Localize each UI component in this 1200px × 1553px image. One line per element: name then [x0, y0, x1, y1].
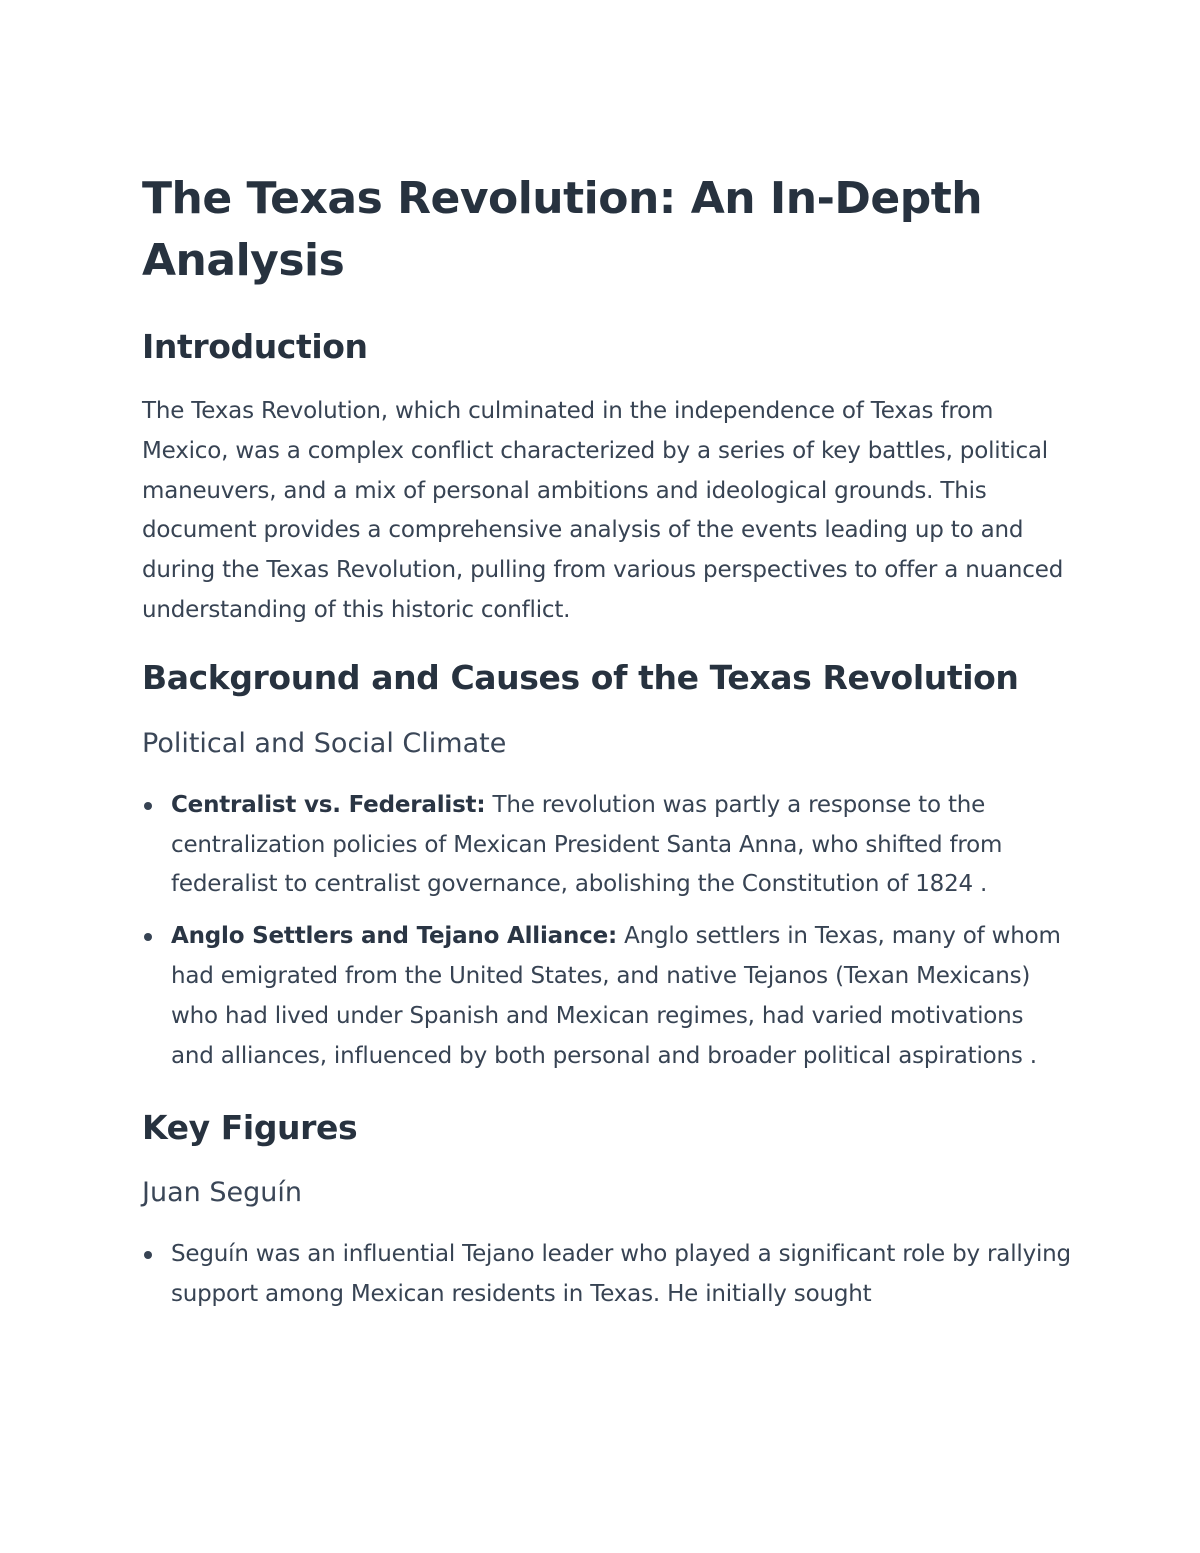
list-item-text: Seguín was an influential Tejano leader who played a significant role by rallying support among Mexican residents in Texas. He initially sought: [171, 1241, 1071, 1308]
political-climate-list: [142, 786, 1072, 1077]
list-item: [142, 786, 1072, 905]
list-item: [142, 1235, 1072, 1315]
list-item-text: The revolution was partly a response to the centralization policies of Mexican President Santa Anna, who shifted from federalist to centralist governance, abolishing the Constitution of 1824 .: [171, 791, 1003, 898]
section-heading-introduction: Introduction: [142, 327, 368, 366]
section-heading-background: Background and Causes of the Texas Revolution: [142, 657, 1019, 697]
bullet-icon: [144, 1251, 152, 1259]
document-title: The Texas Revolution: An In-Depth Analysis: [142, 173, 983, 286]
list-item-term: Anglo Settlers and Tejano Alliance:: [171, 923, 617, 950]
bullet-icon: [144, 933, 152, 941]
list-item-text: Anglo settlers in Texas, many of whom had emigrated from the United States, and native Tejanos (Texan Mexicans) who had lived under Spanish and Mexican regimes, had varied motivations and alliances, influenced by both personal and broader political aspirations .: [171, 923, 1061, 1069]
subheading-political-social-climate: Political and Social Climate: [142, 727, 507, 759]
bullet-icon: [144, 802, 152, 810]
introduction-paragraph: The Texas Revolution, which culminated in the independence of Texas from Mexico, was a complex conflict characterized by a series of key battles, political maneuvers, and a mix of personal ambitions and ideological grounds. This document provides a comprehensive analysis of the events leading up to and during the Texas Revolution, pulling from various perspectives to offer a nuanced understanding of this historic conflict.: [142, 398, 1064, 623]
list-item-term: Centralist vs. Federalist:: [171, 791, 486, 818]
section-heading-key-figures: Key Figures: [142, 1108, 358, 1148]
document-page: [142, 168, 1072, 1315]
subheading-juan-seguin: Juan Seguín: [142, 1177, 302, 1209]
list-item: [142, 917, 1072, 1076]
juan-seguin-list: [142, 1235, 1072, 1315]
